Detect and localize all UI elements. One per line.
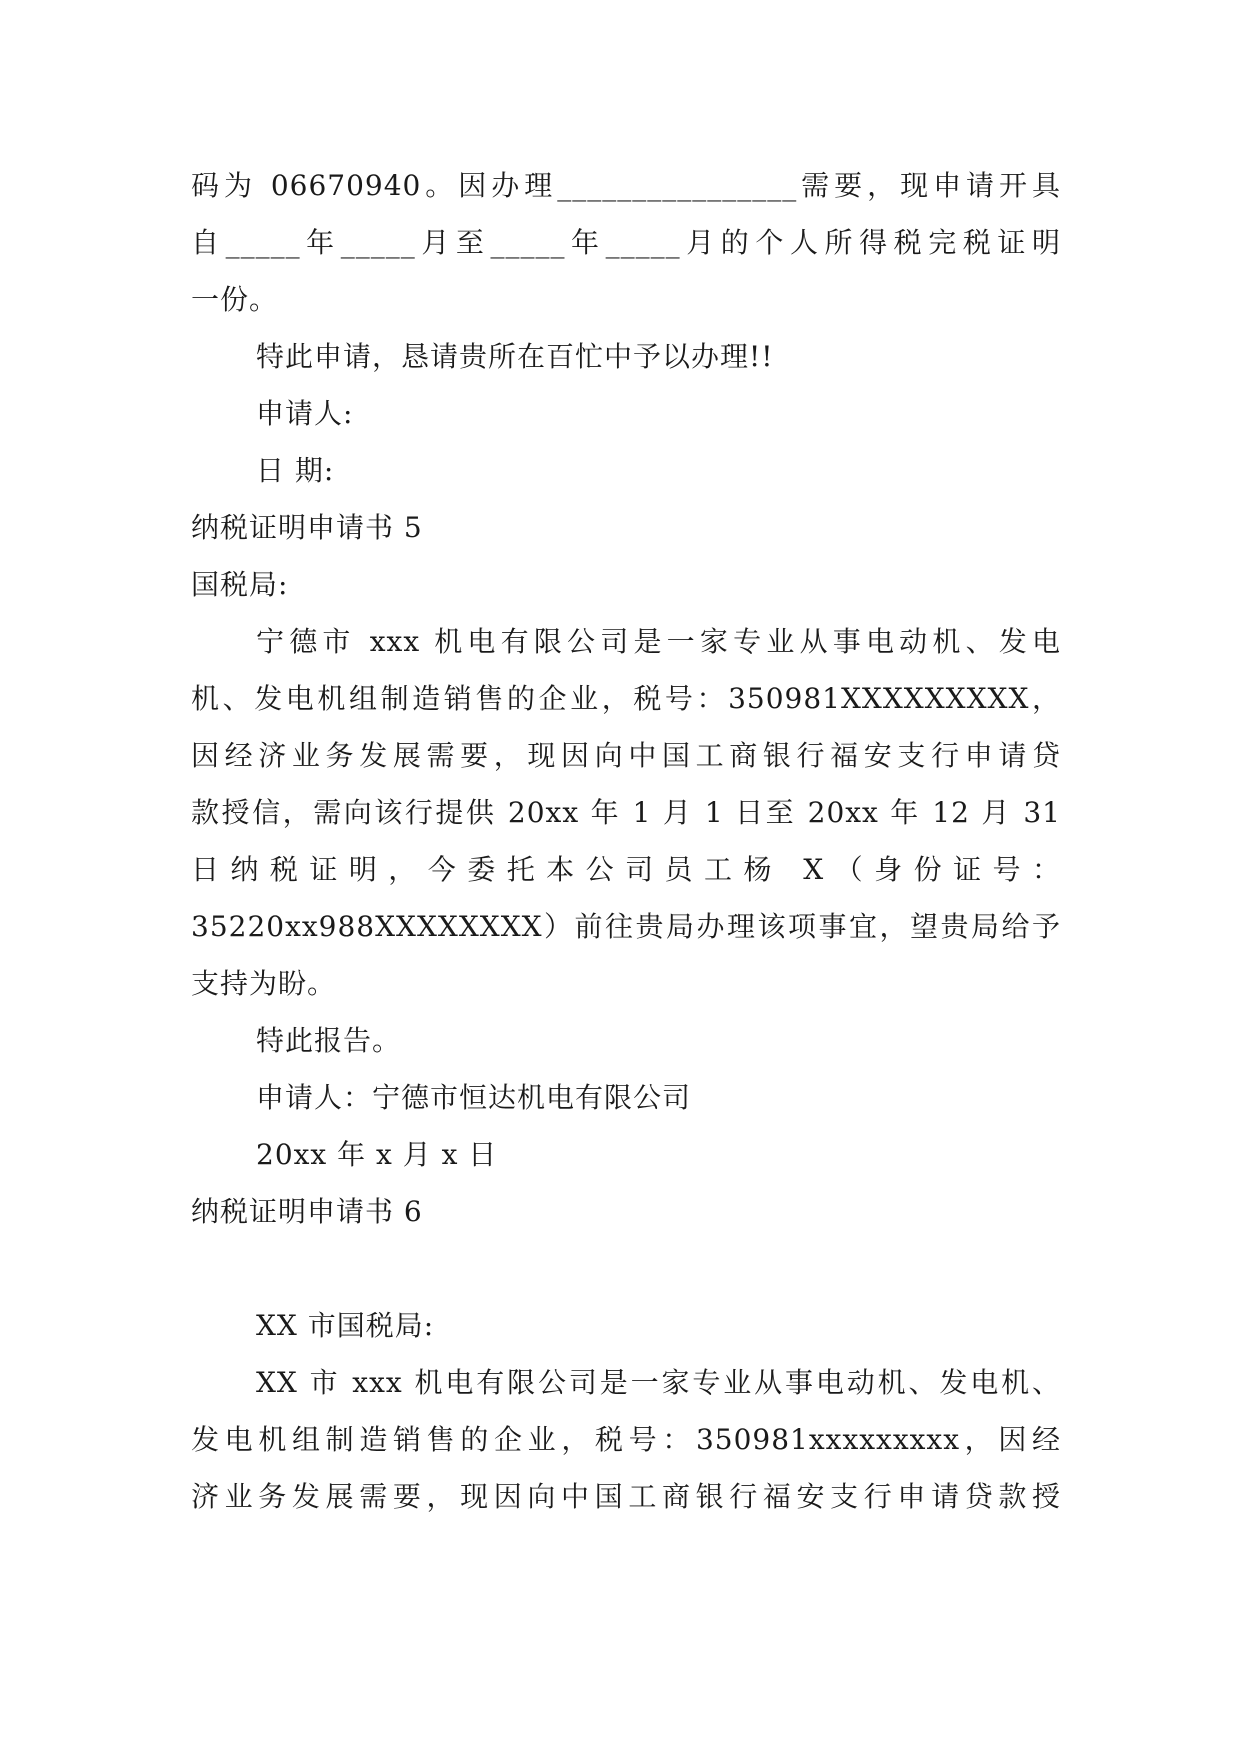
text-line: 款授信，需向该行提供 20xx 年 1 月 1 日至 20xx 年 12 月 31	[191, 796, 1061, 829]
text-line: 35220xx988XXXXXXXX）前往贵局办理该项事宜，望贵局给予	[191, 910, 1061, 943]
text-line: 码为 06670940。因办理________________需要，现申请开具	[191, 169, 1061, 202]
text-line: 特此申请，恳请贵所在百忙中予以办理!!	[256, 340, 774, 373]
text-line: 特此报告。	[256, 1024, 402, 1057]
date-label: 日 期:	[256, 454, 335, 487]
text-line: 支持为盼。	[191, 967, 337, 1000]
text-line: 因经济业务发展需要，现因向中国工商银行福安支行申请贷	[191, 739, 1061, 772]
signature-label: 申请人:	[256, 397, 354, 430]
text-line: 日纳税证明，今委托本公司员工杨 X（身份证号：	[191, 853, 1061, 886]
section-title: 纳税证明申请书 6	[191, 1195, 423, 1228]
text-line: 宁德市 xxx 机电有限公司是一家专业从事电动机、发电	[256, 625, 1061, 658]
text-line: 一份。	[191, 283, 279, 316]
text-line: XX 市 xxx 机电有限公司是一家专业从事电动机、发电机、	[256, 1366, 1061, 1399]
date-line: 20xx 年 x 月 x 日	[256, 1138, 498, 1171]
text-line: 发电机组制造销售的企业，税号：350981xxxxxxxxx，因经	[191, 1423, 1061, 1456]
addressee: 国税局:	[191, 568, 289, 601]
text-line: 自_____年_____月至_____年_____月的个人所得税完税证明	[191, 226, 1061, 259]
signature-line: 申请人：宁德市恒达机电有限公司	[256, 1081, 692, 1114]
text-line: 济业务发展需要，现因向中国工商银行福安支行申请贷款授	[191, 1480, 1061, 1513]
addressee: XX 市国税局:	[256, 1309, 435, 1342]
text-line: 机、发电机组制造销售的企业，税号：350981XXXXXXXXX，	[191, 682, 1061, 715]
section-title: 纳税证明申请书 5	[191, 511, 423, 544]
